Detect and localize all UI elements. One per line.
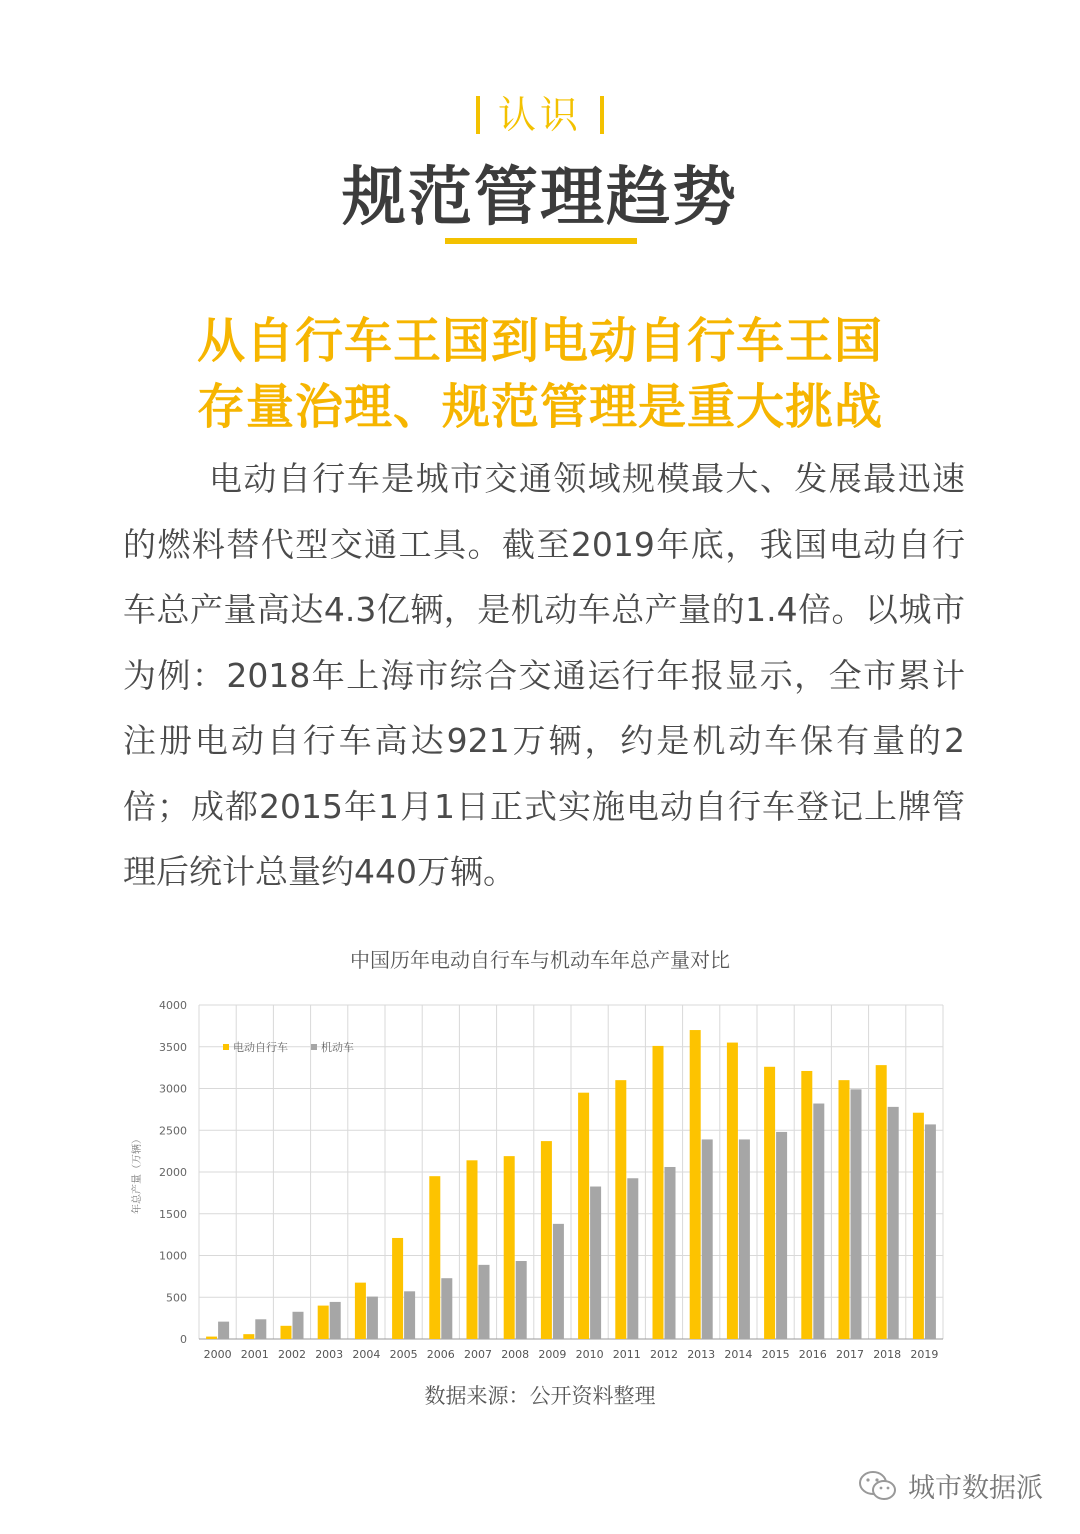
- y-tick-label: 4000: [159, 999, 187, 1012]
- x-tick-label: 2010: [575, 1348, 604, 1361]
- legend-swatch-1: [311, 1044, 317, 1050]
- bar-ebike-2002: [281, 1326, 292, 1339]
- bar-motor-2010: [590, 1187, 601, 1339]
- section-tag: [0, 84, 1080, 139]
- y-tick-label: 3000: [159, 1082, 187, 1096]
- bar-ebike-2013: [690, 1030, 701, 1339]
- wechat-icon: [858, 1470, 898, 1502]
- bar-motor-2003: [330, 1302, 341, 1339]
- bar-ebike-2005: [392, 1238, 403, 1339]
- tag-bar-left: [476, 96, 480, 134]
- bar-motor-2019: [925, 1124, 936, 1339]
- y-tick-label: 3500: [159, 1040, 187, 1054]
- x-tick-label: 2015: [761, 1348, 790, 1361]
- y-tick-label: 2000: [159, 1166, 187, 1179]
- x-tick-label: 2018: [873, 1348, 902, 1361]
- y-tick-label: 1500: [159, 1207, 187, 1221]
- bar-motor-2015: [776, 1132, 787, 1339]
- x-tick-label: 2008: [501, 1348, 530, 1361]
- bar-motor-2006: [441, 1278, 452, 1339]
- y-axis-label: 年总产量（万辆）: [132, 1134, 143, 1214]
- bar-motor-2000: [218, 1322, 229, 1339]
- bar-ebike-2003: [318, 1306, 329, 1339]
- x-tick-label: 2005: [389, 1348, 418, 1361]
- bar-ebike-2004: [355, 1283, 366, 1339]
- x-tick-label: 2014: [724, 1348, 753, 1361]
- chart-title: 中国历年电动自行车与机动车年总产量对比: [350, 948, 730, 972]
- bar-motor-2005: [404, 1291, 415, 1339]
- bar-ebike-2006: [429, 1176, 440, 1339]
- bar-chart: [120, 990, 960, 1370]
- page-title: 规范管理趋势: [342, 161, 738, 235]
- bar-ebike-2000: [206, 1337, 217, 1339]
- bar-ebike-2007: [467, 1160, 478, 1339]
- bar-motor-2009: [553, 1224, 564, 1339]
- legend-label-1: 机动车: [321, 1041, 354, 1054]
- x-tick-label: 2009: [538, 1348, 567, 1361]
- x-tick-label: 2019: [910, 1348, 939, 1361]
- bar-ebike-2014: [727, 1043, 738, 1339]
- x-tick-label: 2000: [203, 1348, 232, 1361]
- x-tick-label: 2003: [315, 1348, 344, 1361]
- subtitle-line-1: 从自行车王国到电动自行车王国: [196, 313, 883, 369]
- bar-motor-2013: [702, 1139, 713, 1339]
- y-tick-label: 500: [166, 1291, 187, 1305]
- bar-ebike-2011: [615, 1080, 626, 1339]
- section-tag-label: 认识: [497, 93, 582, 137]
- bar-motor-2016: [813, 1104, 824, 1339]
- bar-ebike-2019: [913, 1113, 924, 1339]
- bar-motor-2011: [627, 1178, 638, 1339]
- bar-ebike-2015: [764, 1067, 775, 1339]
- x-tick-label: 2016: [798, 1348, 827, 1361]
- bar-motor-2002: [293, 1312, 304, 1339]
- bar-ebike-2010: [578, 1093, 589, 1339]
- bar-motor-2008: [516, 1261, 527, 1339]
- bar-ebike-2008: [504, 1156, 515, 1339]
- legend-label-0: 电动自行车: [233, 1041, 288, 1054]
- bar-ebike-2001: [243, 1334, 254, 1339]
- y-tick-label: 0: [180, 1333, 187, 1346]
- watermark: [858, 1466, 1043, 1505]
- x-tick-label: 2012: [650, 1348, 678, 1361]
- x-tick-label: 2006: [426, 1348, 455, 1361]
- bar-motor-2007: [479, 1265, 490, 1339]
- bar-ebike-2012: [653, 1046, 664, 1339]
- legend-swatch-0: [223, 1044, 229, 1050]
- x-tick-label: 2001: [240, 1348, 269, 1361]
- body-paragraph: 电动自行车是城市交通领域规模最大、发展最迅速的燃料替代型交通工具。截至2019年底，我国电动自行车总产量高达4.3亿辆，是机动车总产量的1.4倍。以城市为例：2018年上海市综合交通运行年报显示，全市累计注册电动自行车高达921万辆，约是机动车保有量的2倍；成都2015年1月1日正式实施电动自行车登记上牌管理后统计总量约440万辆。: [123, 459, 965, 891]
- x-tick-label: 2017: [836, 1348, 864, 1361]
- bar-motor-2014: [739, 1139, 750, 1339]
- x-tick-label: 2013: [687, 1348, 716, 1361]
- data-source: 数据来源：公开资料整理: [424, 1384, 656, 1408]
- bar-motor-2001: [255, 1319, 266, 1339]
- subtitle-line-2: 存量治理、规范管理是重大挑战: [196, 379, 883, 435]
- bar-motor-2017: [851, 1089, 862, 1339]
- bar-motor-2004: [367, 1297, 378, 1339]
- bar-motor-2012: [665, 1167, 676, 1339]
- title-underline: [445, 238, 637, 244]
- x-tick-label: 2004: [352, 1348, 381, 1361]
- tag-bar-right: [600, 96, 604, 134]
- x-tick-label: 2007: [464, 1348, 492, 1361]
- bar-motor-2018: [888, 1107, 899, 1339]
- x-tick-label: 2002: [278, 1348, 306, 1361]
- watermark-text: 城市数据派: [908, 1473, 1043, 1504]
- bar-ebike-2016: [801, 1071, 812, 1339]
- bar-ebike-2018: [876, 1065, 887, 1339]
- y-tick-label: 2500: [159, 1124, 187, 1138]
- y-tick-label: 1000: [159, 1249, 187, 1263]
- bar-ebike-2009: [541, 1141, 552, 1339]
- bar-ebike-2017: [839, 1080, 850, 1339]
- x-tick-label: 2011: [612, 1348, 641, 1361]
